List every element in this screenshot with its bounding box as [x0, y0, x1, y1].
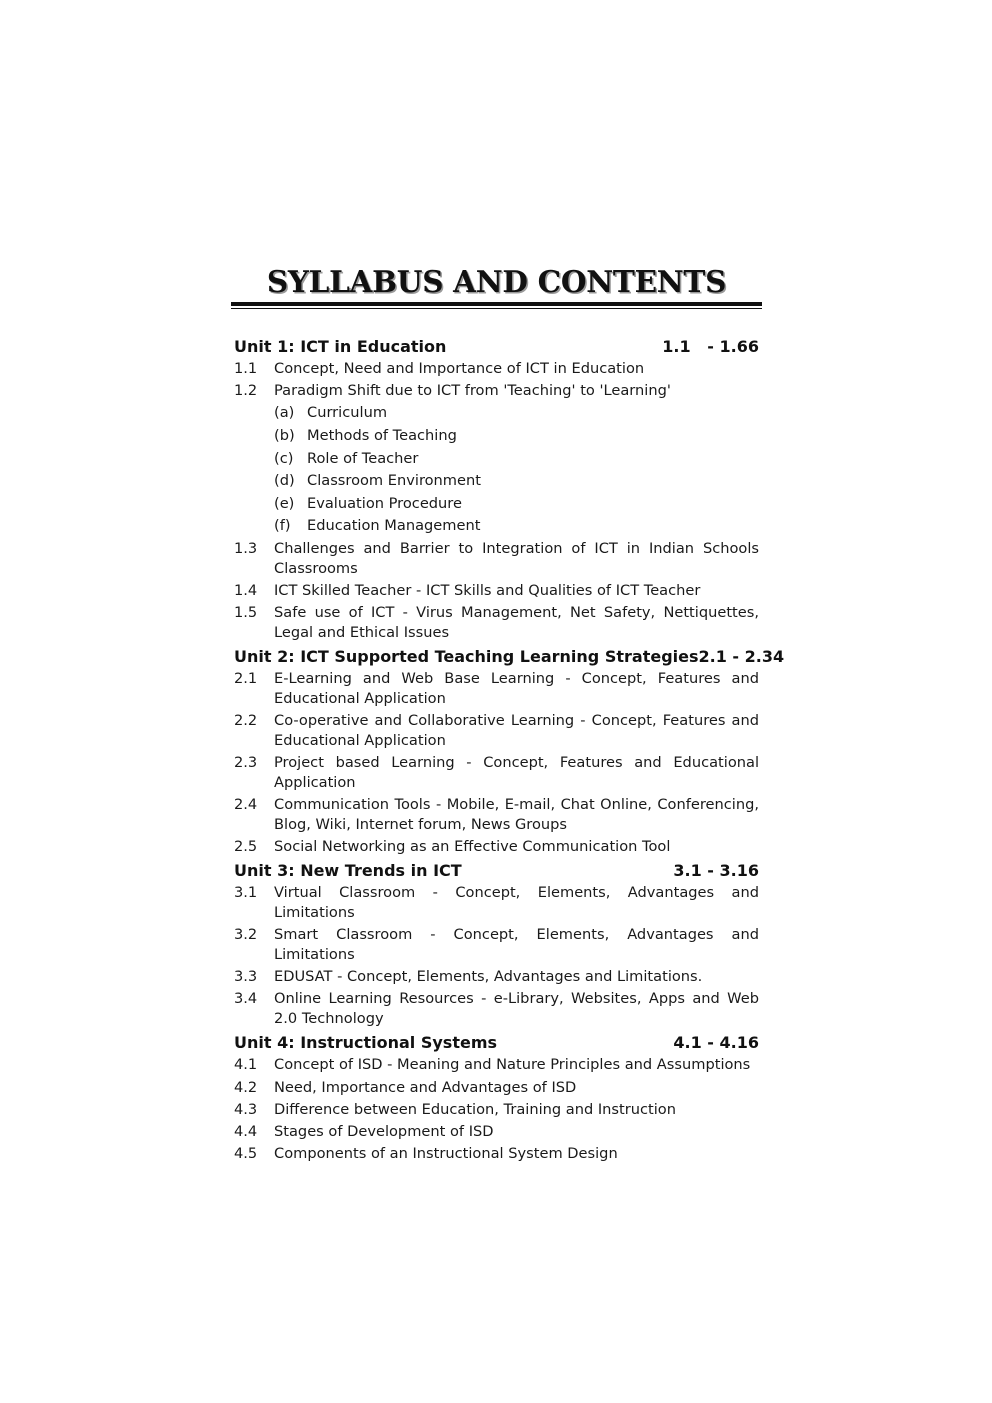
sub-item-label: (e): [274, 494, 295, 512]
list-item: [234, 837, 759, 857]
sub-item: [274, 403, 759, 423]
title-rule-thin: [231, 308, 762, 310]
unit-page-range: 2.1 - 2.34: [698, 647, 785, 667]
sub-item-text: Evaluation Procedure: [307, 494, 462, 512]
item-text: Paradigm Shift due to ICT from 'Teaching' to 'Learning': [274, 382, 671, 400]
item-text: Virtual Classroom - Concept, Elements, Advantages and Limitations: [274, 884, 759, 922]
list-item: [234, 1144, 759, 1164]
unit-page-range: 3.1 - 3.16: [673, 861, 759, 881]
unit-heading: [234, 335, 759, 359]
sub-item-text: Role of Teacher: [307, 449, 419, 467]
item-number: 2.1: [234, 670, 258, 688]
unit-page-range: 1.1 - 1.66: [662, 337, 759, 356]
list-item: [234, 1055, 759, 1075]
item-number: 3.2: [234, 926, 258, 944]
item-text: Difference between Education, Training and Instruction: [274, 1100, 676, 1118]
list-item: [234, 753, 759, 793]
item-number: 4.4: [234, 1122, 258, 1140]
list-item: [234, 359, 759, 379]
item-text: Concept, Need and Importance of ICT in Education: [274, 360, 645, 377]
sub-item-label: (c): [274, 449, 294, 467]
item-number: 1.1: [234, 360, 258, 377]
item-number: 4.2: [234, 1078, 258, 1096]
item-text: Social Networking as an Effective Communication Tool: [274, 838, 671, 856]
item-text: Communication Tools - Mobile, E-mail, Chat Online, Conferencing, Blog, Wiki, Internet forum, News Groups: [274, 796, 759, 833]
unit-heading: [234, 859, 759, 883]
list-item: [234, 1078, 759, 1098]
sub-item: [274, 494, 759, 514]
item-number: 2.4: [234, 796, 258, 814]
item-text: E-Learning and Web Base Learning - Concept, Features and Educational Application: [274, 670, 759, 707]
item-text: Components of an Instructional System Design: [274, 1145, 618, 1163]
sub-item: [274, 449, 759, 469]
item-number: 4.5: [234, 1145, 258, 1163]
sub-item: [274, 471, 759, 491]
list-item: [234, 1122, 759, 1142]
item-number: 2.2: [234, 712, 258, 730]
sub-item-label: (f): [274, 517, 291, 535]
sub-item-label: (a): [274, 404, 295, 422]
item-number: 3.4: [234, 990, 258, 1008]
item-text: Challenges and Barrier to Integration of ICT in Indian Schools Classrooms: [274, 539, 759, 577]
list-item: [234, 989, 759, 1029]
item-text: Need, Importance and Advantages of ISD: [274, 1078, 577, 1096]
unit-title: Unit 1: ICT in Education: [234, 337, 447, 356]
list-item: [234, 381, 759, 401]
unit-heading: [234, 645, 785, 669]
sub-item: [274, 516, 759, 536]
list-item: [234, 669, 759, 709]
item-text: EDUSAT - Concept, Elements, Advantages and Limitations.: [274, 968, 703, 986]
list-item: [234, 883, 759, 923]
item-number: 4.1: [234, 1056, 258, 1074]
item-text: Safe use of ICT - Virus Management, Net Safety, Nettiquettes, Legal and Ethical Issues: [274, 604, 759, 641]
sub-item-label: (b): [274, 426, 295, 444]
item-number: 1.4: [234, 581, 258, 599]
list-item: [234, 925, 759, 965]
item-text: Online Learning Resources - e-Library, Websites, Apps and Web 2.0 Technology: [274, 990, 759, 1028]
list-item: [234, 711, 759, 751]
item-number: 4.3: [234, 1100, 258, 1118]
list-item: [234, 967, 759, 987]
unit-title: Unit 3: New Trends in ICT: [234, 861, 462, 881]
item-number: 2.5: [234, 838, 258, 856]
unit-page-range: 4.1 - 4.16: [673, 1033, 759, 1053]
sub-item-label: (d): [274, 472, 295, 490]
item-number: 3.1: [234, 884, 258, 902]
unit-title: Unit 2: ICT Supported Teaching Learning Strategies: [234, 647, 699, 667]
sub-item-text: Classroom Environment: [307, 472, 481, 490]
title-rule-thick: [231, 302, 762, 306]
list-item: [234, 1100, 759, 1120]
table-of-contents: [234, 334, 785, 1166]
list-item: [234, 581, 759, 601]
item-text: ICT Skilled Teacher - ICT Skills and Qualities of ICT Teacher: [274, 581, 701, 599]
item-text: Project based Learning - Concept, Features and Educational Application: [274, 754, 759, 791]
item-text: Smart Classroom - Concept, Elements, Advantages and Limitations: [274, 926, 759, 963]
item-number: 1.3: [234, 539, 258, 557]
item-number: 1.5: [234, 604, 258, 622]
item-text: Stages of Development of ISD: [274, 1122, 494, 1140]
sub-item-text: Curriculum: [307, 404, 388, 422]
page-title: SYLLABUS AND CONTENTS: [266, 264, 727, 299]
sub-item-text: Methods of Teaching: [307, 426, 457, 444]
item-number: 3.3: [234, 968, 258, 986]
sub-item: [274, 426, 759, 446]
item-text: Concept of ISD - Meaning and Nature Principles and Assumptions: [274, 1056, 751, 1074]
unit-heading: [234, 1031, 759, 1055]
unit-title: Unit 4: Instructional Systems: [234, 1033, 498, 1053]
list-item: [234, 539, 759, 579]
item-number: 1.2: [234, 382, 258, 400]
sub-item-text: Education Management: [307, 517, 481, 535]
item-number: 2.3: [234, 754, 258, 772]
list-item: [234, 795, 759, 835]
item-text: Co-operative and Collaborative Learning - Concept, Features and Educational Application: [274, 712, 759, 749]
list-item: [234, 603, 759, 643]
